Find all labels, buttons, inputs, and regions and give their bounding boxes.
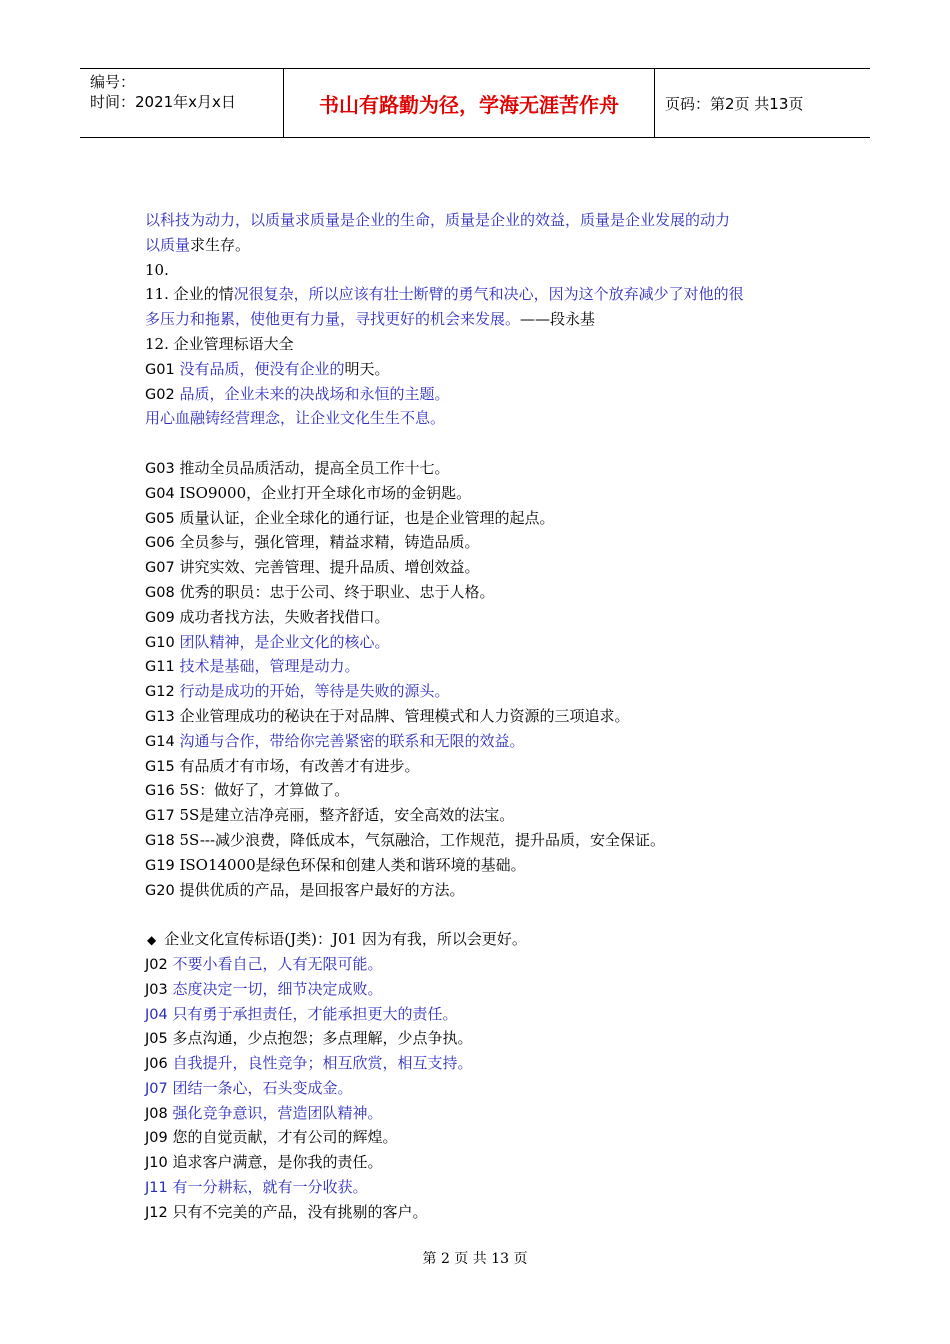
list-item bbox=[145, 977, 825, 1002]
item-text: ISO9000，企业打开全球化市场的金钥匙。 bbox=[179, 483, 472, 502]
item-text: 全员参与，强化管理，精益求精，铸造品质。 bbox=[179, 533, 480, 552]
item-text: 提供优质的产品，是回报客户最好的方法。 bbox=[179, 880, 465, 899]
item-text: 有品质才有市场，有改善才有进步。 bbox=[179, 756, 420, 775]
item-text: 没有品质，便没有企业的 bbox=[179, 359, 345, 378]
list-item bbox=[145, 481, 825, 506]
list-item bbox=[145, 357, 825, 382]
text-line bbox=[145, 233, 825, 258]
list-item bbox=[145, 878, 825, 903]
item-text: 团结一条心，石头变成金。 bbox=[172, 1078, 353, 1097]
item-code: G11 bbox=[145, 659, 175, 676]
header-number-label: 编号： bbox=[90, 73, 136, 91]
list-item bbox=[145, 530, 825, 555]
list-item bbox=[145, 729, 825, 754]
text-line: 以科技为动力，以质量求质量是企业的生命，质量是企业的效益，质量是企业发展的动力 bbox=[145, 211, 731, 229]
item-code: J11 bbox=[145, 1180, 168, 1197]
item-text: 5S是建立洁净亮丽，整齐舒适，安全高效的法宝。 bbox=[179, 806, 515, 825]
list-item bbox=[145, 1150, 825, 1175]
item-code: G12 bbox=[145, 684, 175, 701]
item-text: 明天。 bbox=[344, 359, 390, 378]
item-text: 您的自觉贡献，才有公司的辉煌。 bbox=[172, 1128, 398, 1147]
item-code: J07 bbox=[145, 1080, 168, 1097]
list-item bbox=[145, 1002, 825, 1027]
spacer bbox=[145, 431, 825, 456]
item-code: G13 bbox=[145, 708, 175, 725]
item-code: G03 bbox=[145, 460, 175, 477]
item-code: G16 bbox=[145, 783, 175, 800]
list-item bbox=[145, 1026, 825, 1051]
item-text: 质量认证，企业全球化的通行证，也是企业管理的起点。 bbox=[179, 508, 555, 527]
item-text: 多点沟通，少点抱怨；多点理解，少点争执。 bbox=[172, 1029, 473, 1048]
list-item bbox=[145, 630, 825, 655]
item-code: G10 bbox=[145, 634, 175, 651]
item-text: 推动全员品质活动，提高全员工作十七。 bbox=[179, 458, 450, 477]
item-text: 沟通与合作，带给你完善紧密的联系和无限的效益。 bbox=[179, 731, 525, 750]
item-text: 行动是成功的开始，等待是失败的源头。 bbox=[179, 682, 450, 701]
text-line bbox=[145, 307, 825, 332]
section-heading bbox=[145, 927, 825, 952]
item-text: 只有不完美的产品，没有挑剔的客户。 bbox=[172, 1202, 428, 1221]
header-page-label: 页码：第2页 共13页 bbox=[665, 94, 804, 113]
list-item bbox=[145, 1125, 825, 1150]
text-line: 10. bbox=[145, 260, 169, 279]
item-code: J02 bbox=[145, 956, 168, 973]
list-item bbox=[145, 1051, 825, 1076]
list-item bbox=[145, 456, 825, 481]
item-text: 只有勇于承担责任，才能承担更大的责任。 bbox=[172, 1004, 458, 1023]
item-text: 成功者找方法，失败者找借口。 bbox=[179, 607, 390, 626]
item-code: J05 bbox=[145, 1031, 168, 1048]
item-text: 追求客户满意，是你我的责任。 bbox=[172, 1153, 383, 1172]
text-span: 求生存。 bbox=[190, 235, 251, 254]
text-span: 11. 企业的情 bbox=[145, 285, 234, 304]
header-meta-cell bbox=[80, 69, 284, 137]
section-heading: 12. 企业管理标语大全 bbox=[145, 334, 294, 353]
item-code: J08 bbox=[145, 1105, 168, 1122]
item-code: J12 bbox=[145, 1204, 168, 1221]
list-item bbox=[145, 853, 825, 878]
list-item bbox=[145, 506, 825, 531]
item-code: G15 bbox=[145, 758, 175, 775]
item-text: 讲究实效、完善管理、提升品质、增创效益。 bbox=[179, 558, 480, 577]
text-span: 多压力和拖累，使他更有力量，寻找更好的机会来发展。 bbox=[145, 310, 521, 329]
page-header bbox=[80, 68, 870, 138]
text-span: ——段永基 bbox=[520, 310, 596, 329]
item-text: 自我提升，良性竞争；相互欣赏，相互支持。 bbox=[172, 1054, 473, 1073]
list-item bbox=[145, 605, 825, 630]
item-code: G02 bbox=[145, 386, 175, 403]
list-item bbox=[145, 555, 825, 580]
header-motto: 书山有路勤为径，学海无涯苦作舟 bbox=[284, 69, 655, 137]
list-item bbox=[145, 1076, 825, 1101]
text-span: 以质量 bbox=[145, 235, 191, 254]
item-code: G08 bbox=[145, 584, 175, 601]
list-item bbox=[145, 754, 825, 779]
spacer bbox=[145, 902, 825, 927]
list-item bbox=[145, 778, 825, 803]
item-code: G05 bbox=[145, 510, 175, 527]
item-code: G17 bbox=[145, 808, 175, 825]
document-body bbox=[145, 208, 825, 1225]
list-item bbox=[145, 1175, 825, 1200]
item-text: 有一分耕耘，就有一分收获。 bbox=[172, 1178, 368, 1197]
item-text: 企业文化宣传标语(J类)：J01 因为有我，所以会更好。 bbox=[164, 930, 527, 949]
item-text: 优秀的职员：忠于公司、终于职业、忠于人格。 bbox=[179, 582, 495, 601]
text-line: 用心血融铸经营理念，让企业文化生生不息。 bbox=[145, 409, 446, 428]
item-text: 技术是基础，管理是动力。 bbox=[179, 657, 360, 676]
item-code: J06 bbox=[145, 1056, 168, 1073]
list-item bbox=[145, 1101, 825, 1126]
item-code: G20 bbox=[145, 882, 175, 899]
text-line bbox=[145, 282, 825, 307]
item-text: 态度决定一切，细节决定成败。 bbox=[172, 979, 383, 998]
item-code: G01 bbox=[145, 361, 175, 378]
item-text: 5S：做好了，才算做了。 bbox=[179, 781, 350, 800]
item-code: G19 bbox=[145, 857, 175, 874]
item-code: G18 bbox=[145, 832, 175, 849]
item-code: G09 bbox=[145, 609, 175, 626]
item-code: J03 bbox=[145, 981, 168, 998]
item-text: 企业管理成功的秘诀在于对品牌、管理模式和人力资源的三项追求。 bbox=[179, 706, 630, 725]
list-item bbox=[145, 828, 825, 853]
item-text: 不要小看自己，人有无限可能。 bbox=[172, 954, 383, 973]
list-item bbox=[145, 803, 825, 828]
item-code: G14 bbox=[145, 733, 175, 750]
list-item bbox=[145, 952, 825, 977]
item-text: ISO14000是绿色环保和创建人类和谐环境的基础。 bbox=[179, 855, 526, 874]
item-code: J09 bbox=[145, 1130, 168, 1147]
item-text: 强化竞争意识，营造团队精神。 bbox=[172, 1103, 383, 1122]
item-text: 品质，企业未来的决战场和永恒的主题。 bbox=[179, 384, 450, 403]
list-item bbox=[145, 580, 825, 605]
diamond-bullet-icon: ◆ bbox=[147, 933, 157, 948]
item-code: J04 bbox=[145, 1006, 168, 1023]
text-span: 况很复杂，所以应该有壮士断臂的勇气和决心，因为这个放弃减少了对他的很 bbox=[233, 285, 744, 304]
list-item bbox=[145, 654, 825, 679]
list-item bbox=[145, 679, 825, 704]
list-item bbox=[145, 704, 825, 729]
item-code: J10 bbox=[145, 1155, 168, 1172]
item-text: 团队精神，是企业文化的核心。 bbox=[179, 632, 390, 651]
item-text: 5S---减少浪费，降低成本，气氛融洽，工作规范，提升品质，安全保证。 bbox=[179, 830, 666, 849]
item-code: G04 bbox=[145, 485, 175, 502]
header-time-label: 时间：2021年x月x日 bbox=[90, 93, 236, 111]
list-item bbox=[145, 1200, 825, 1225]
item-code: G07 bbox=[145, 560, 175, 577]
page-footer: 第 2 页 共 13 页 bbox=[422, 1251, 528, 1267]
item-code: G06 bbox=[145, 535, 175, 552]
list-item bbox=[145, 382, 825, 407]
